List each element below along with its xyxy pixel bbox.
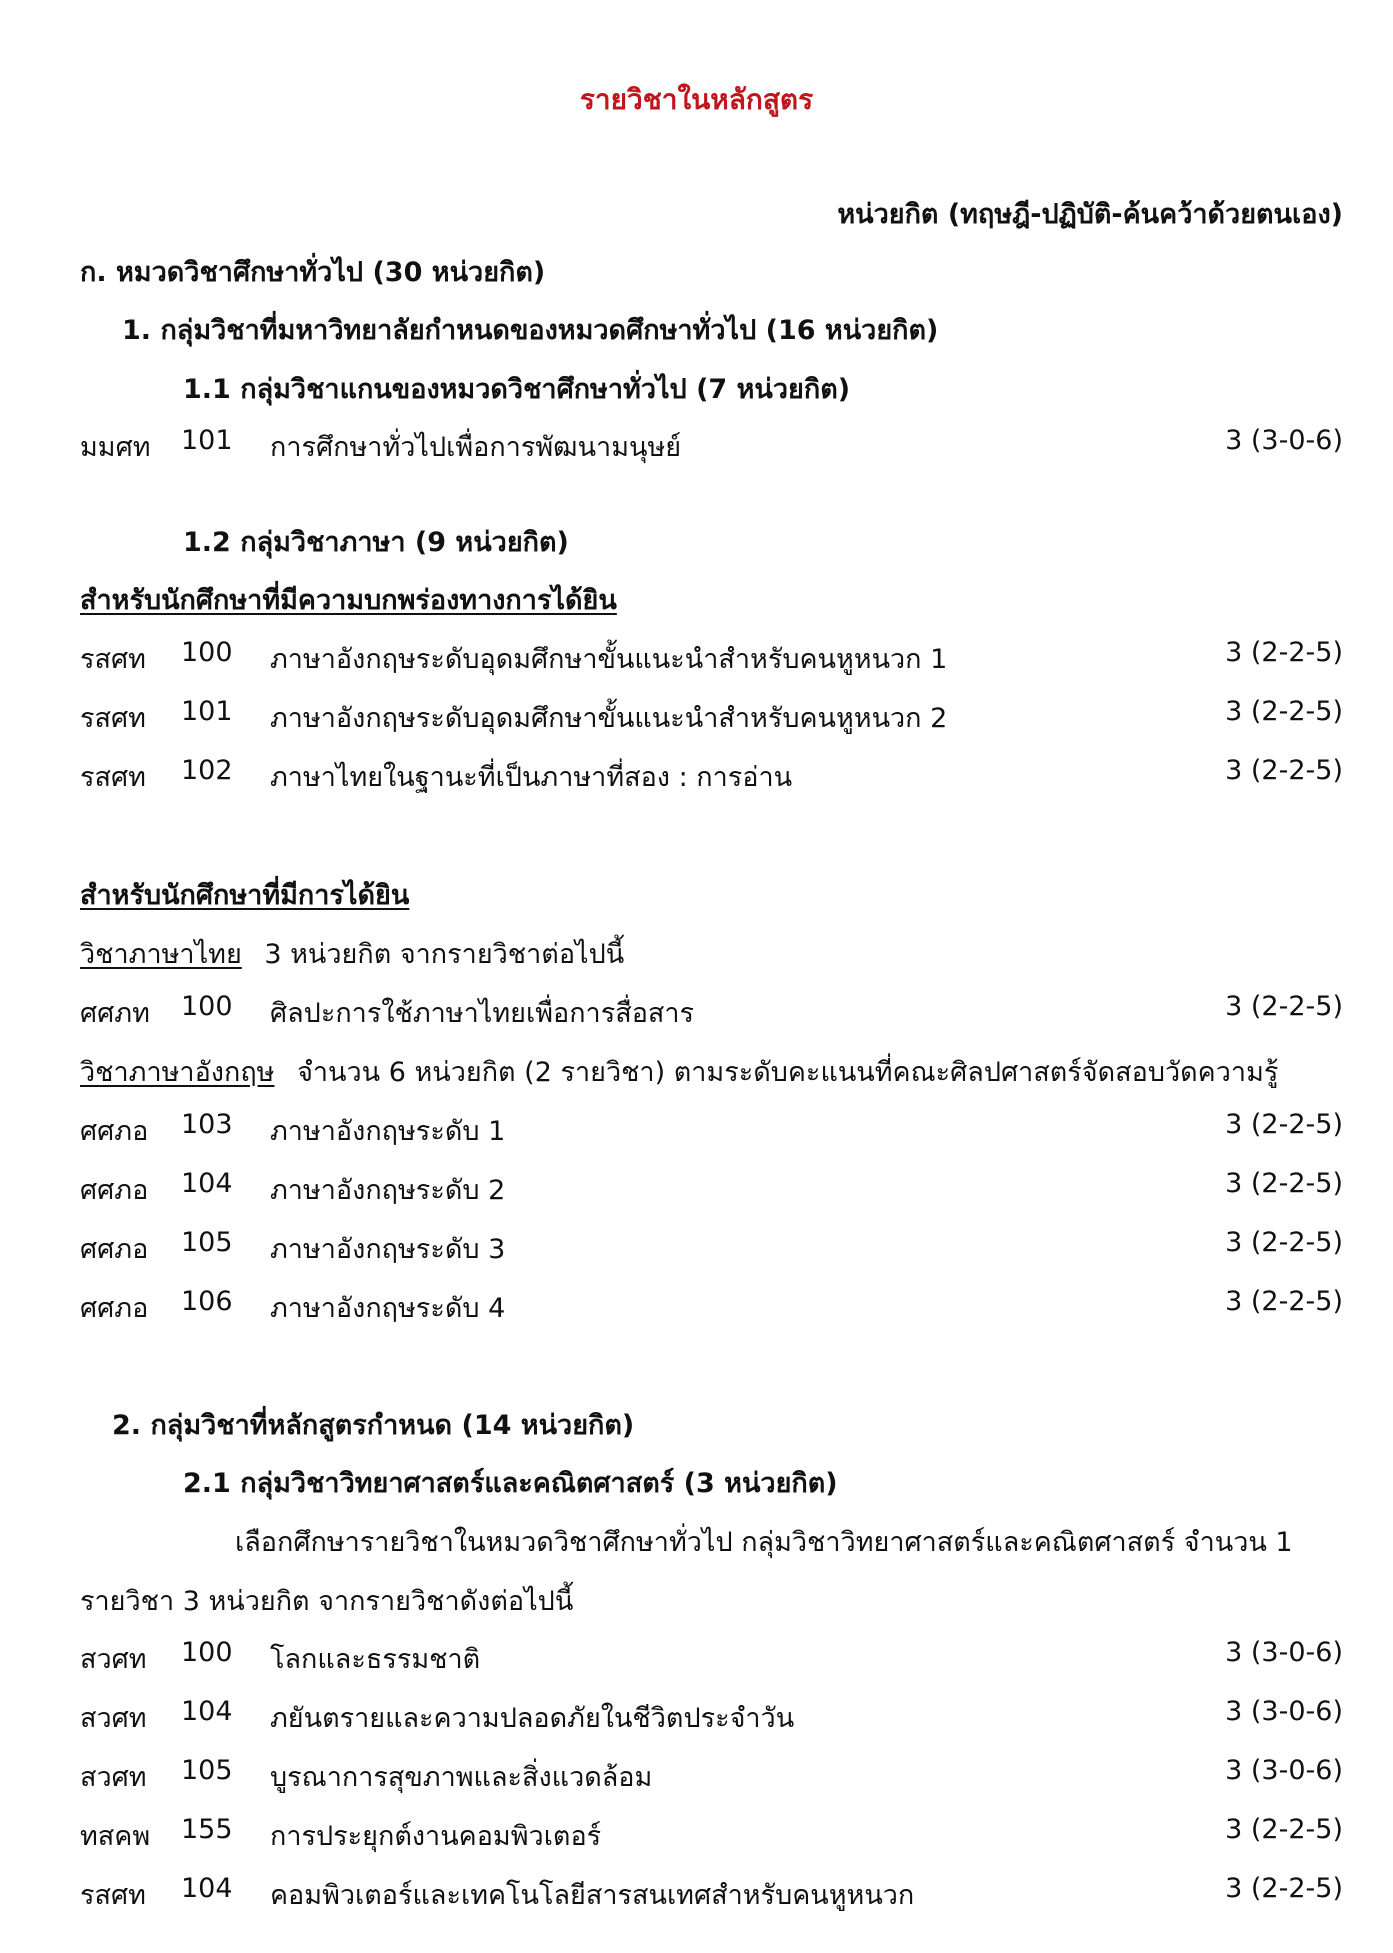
credit-header: หน่วยกิต (ทฤษฎี-ปฏิบัติ-ค้นคว้าด้วยตนเอง) — [837, 199, 1343, 230]
course-code: ศศภอ — [80, 1234, 149, 1265]
course-code: ศศภท — [80, 998, 150, 1029]
course-credits: 3 (2-2-5) — [1225, 1109, 1343, 1140]
course-name: คอมพิวเตอร์และเทคโนโลยีสารสนเทศสำหรับคนหูหนวก — [270, 1880, 915, 1911]
course-number: 102 — [181, 755, 233, 786]
course-name: ภาษาอังกฤษระดับ 1 — [270, 1116, 506, 1147]
course-credits: 3 (2-2-5) — [1225, 1227, 1343, 1258]
group-1-2-heading: 1.2 กลุ่มวิชาภาษา (9 หน่วยกิต) — [183, 527, 569, 558]
course-credits: 3 (2-2-5) — [1225, 1168, 1343, 1199]
course-code: รสศท — [80, 1880, 146, 1911]
thai-subject-line — [80, 932, 1343, 975]
course-credits: 3 (2-2-5) — [1225, 1873, 1343, 1904]
section-a-heading: ก. หมวดวิชาศึกษาทั่วไป (30 หน่วยกิต) — [80, 257, 546, 288]
course-name: บูรณาการสุขภาพและสิ่งแวดล้อม — [270, 1762, 653, 1793]
course-number: 100 — [181, 991, 233, 1022]
course-credits: 3 (2-2-5) — [1225, 755, 1343, 786]
course-number: 100 — [181, 1637, 233, 1668]
course-code: มมศท — [80, 432, 151, 463]
course-name: การศึกษาทั่วไปเพื่อการพัฒนามนุษย์ — [270, 432, 682, 463]
course-code: สวศท — [80, 1762, 147, 1793]
hearing-heading: สำหรับนักศึกษาที่มีการได้ยิน — [80, 880, 410, 911]
course-credits: 3 (2-2-5) — [1225, 637, 1343, 668]
course-name: การประยุกต์งานคอมพิวเตอร์ — [270, 1821, 602, 1852]
course-number: 101 — [181, 425, 233, 456]
course-code: สวศท — [80, 1644, 147, 1675]
course-credits: 3 (2-2-5) — [1225, 1286, 1343, 1317]
course-credits: 3 (3-0-6) — [1225, 1637, 1343, 1668]
course-number: 104 — [181, 1696, 233, 1727]
course-credits: 3 (2-2-5) — [1225, 696, 1343, 727]
thai-note: 3 หน่วยกิต จากรายวิชาต่อไปนี้ — [264, 939, 625, 970]
course-name: ภาษาอังกฤษระดับอุดมศึกษาขั้นแนะนำสำหรับคนหูหนวก 2 — [270, 703, 948, 734]
course-name: ภาษาอังกฤษระดับ 3 — [270, 1234, 506, 1265]
group-1-heading: 1. กลุ่มวิชาที่มหาวิทยาลัยกำหนดของหมวดศึกษาทั่วไป (16 หน่วยกิต) — [122, 315, 939, 346]
course-number: 106 — [181, 1286, 233, 1317]
course-number: 104 — [181, 1168, 233, 1199]
course-code: รสศท — [80, 762, 146, 793]
course-code: สวศท — [80, 1703, 147, 1734]
course-number: 155 — [181, 1814, 233, 1845]
course-credits: 3 (3-0-6) — [1225, 425, 1343, 456]
group-1-1-heading: 1.1 กลุ่มวิชาแกนของหมวดวิชาศึกษาทั่วไป (7 หน่วยกิต) — [183, 374, 851, 405]
course-credits: 3 (2-2-5) — [1225, 991, 1343, 1022]
course-number: 104 — [181, 1873, 233, 1904]
course-name: ภาษาอังกฤษระดับอุดมศึกษาขั้นแนะนำสำหรับคนหูหนวก 1 — [270, 644, 948, 675]
course-name: ภาษาไทยในฐานะที่เป็นภาษาที่สอง : การอ่าน — [270, 762, 793, 793]
hearing-impaired-heading: สำหรับนักศึกษาที่มีความบกพร่องทางการได้ยิน — [80, 585, 617, 616]
course-name: ภาษาอังกฤษระดับ 4 — [270, 1293, 506, 1324]
course-name: ภาษาอังกฤษระดับ 2 — [270, 1175, 506, 1206]
course-credits: 3 (3-0-6) — [1225, 1755, 1343, 1786]
page-title: รายวิชาในหลักสูตร — [579, 83, 814, 116]
course-code: ทสคพ — [80, 1821, 151, 1852]
english-subject-line — [80, 1050, 1343, 1093]
course-number: 100 — [181, 637, 233, 668]
course-name: โลกและธรรมชาติ — [270, 1644, 481, 1675]
group-2-heading: 2. กลุ่มวิชาที่หลักสูตรกำหนด (14 หน่วยกิต) — [112, 1410, 635, 1441]
group-2-1-heading: 2.1 กลุ่มวิชาวิทยาศาสตร์และคณิตศาสตร์ (3 หน่วยกิต) — [183, 1468, 838, 1499]
course-code: ศศภอ — [80, 1175, 149, 1206]
course-code: ศศภอ — [80, 1293, 149, 1324]
course-number: 105 — [181, 1755, 233, 1786]
course-code: รสศท — [80, 703, 146, 734]
course-credits: 3 (3-0-6) — [1225, 1696, 1343, 1727]
english-label: วิชาภาษาอังกฤษ — [80, 1057, 275, 1088]
course-name: ศิลปะการใช้ภาษาไทยเพื่อการสื่อสาร — [270, 998, 695, 1029]
course-number: 105 — [181, 1227, 233, 1258]
course-code: ศศภอ — [80, 1116, 149, 1147]
science-note-line-2: รายวิชา 3 หน่วยกิต จากรายวิชาดังต่อไปนี้ — [80, 1586, 574, 1617]
course-number: 101 — [181, 696, 233, 727]
science-note-line-1: เลือกศึกษารายวิชาในหมวดวิชาศึกษาทั่วไป กลุ่มวิชาวิทยาศาสตร์และคณิตศาสตร์ จำนวน 1 — [235, 1527, 1293, 1558]
course-number: 103 — [181, 1109, 233, 1140]
course-name: ภยันตรายและความปลอดภัยในชีวิตประจำวัน — [270, 1703, 795, 1734]
course-code: รสศท — [80, 644, 146, 675]
course-credits: 3 (2-2-5) — [1225, 1814, 1343, 1845]
thai-label: วิชาภาษาไทย — [80, 939, 242, 970]
english-note: จำนวน 6 หน่วยกิต (2 รายวิชา) ตามระดับคะแนนที่คณะศิลปศาสตร์จัดสอบวัดความรู้ — [297, 1057, 1279, 1088]
